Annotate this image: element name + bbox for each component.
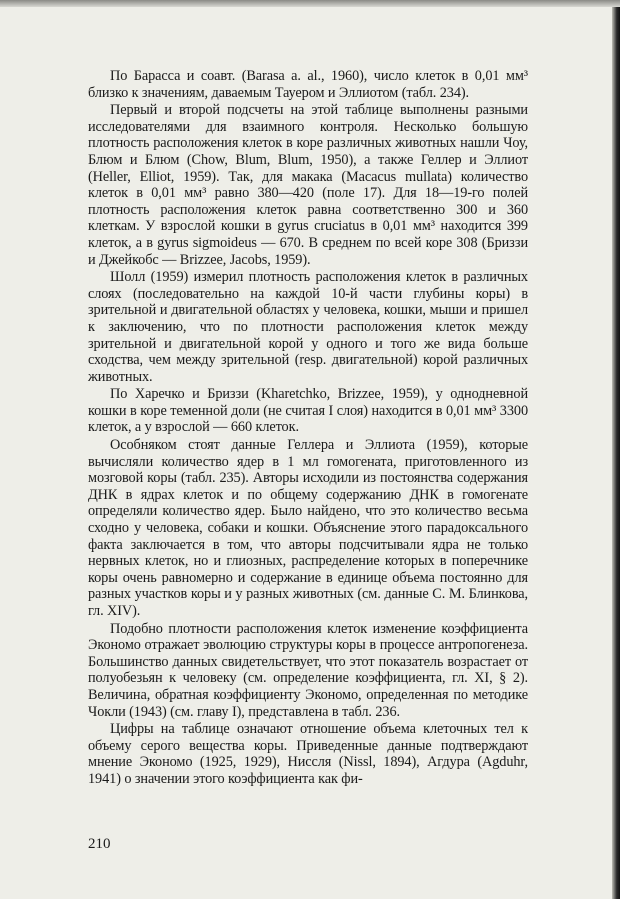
paragraph: По Барасса и соавт. (Barasa a. al., 1960), число клеток в 0,01 мм³ близко к значениям, даваемым Тауером и Эллиотом (табл. 234). xyxy=(88,68,528,101)
page-number: 210 xyxy=(88,836,111,852)
paragraph: Особняком стоят данные Геллера и Эллиота (1959), которые вычисляли количество ядер в 1 мл гомогената, приготовленного из мозговой коры (табл. 235). Авторы исходили из постоянства содержания ДНК в ядрах клеток и по общему содержанию ДНК в гомогенате определяли количество ядер. Было найдено, что это количество весьма сходно у человека, собаки и кошки. Объяснение этого парадоксального факта заключается в том, что авторы подсчитывали ядра не только нервных клеток, но и глиозных, распределение которых в поперечнике коры очень равномерно и содержание в единице объема постоянно для разных участков коры и у разных животных (см. данные С. М. Блинкова, гл. XIV). xyxy=(88,437,528,619)
paragraph: Цифры на таблице означают отношение объема клеточных тел к объему серого вещества коры. Приведенные данные подтверждают мнение Экономо (1925, 1929), Ниссля (Nissl, 1894), Агдура (Agduhr, 1941) о значении этого коэффициента как фи- xyxy=(88,721,528,787)
book-spine-shadow xyxy=(612,0,620,899)
page-top-edge xyxy=(0,0,620,7)
paragraph: Первый и второй подсчеты на этой таблице выполнены разными исследователями для взаимного контроля. Несколько большую плотность расположения клеток в коре различных животных нашли Чоу, Блюм и Блюм (Chow, Blum, Blum, 1950), а также Геллер и Эллиот (Heller, Elliot, 1959). Так, для макака (Macacus mullata) количество клеток в 0,01 мм³ равно 380—420 (поле 17). Для 18—19-го полей плотность расположения клеток равна соответственно 300 и 360 клеткам. У взрослой кошки в gyrus cruciatus в 0,01 мм³ находится 399 клеток, а в gyrus sigmoideus — 670. В среднем по всей коре 308 (Бриззи и Джейкобс — Brizzee, Jacobs, 1959). xyxy=(88,102,528,268)
paragraph: Шолл (1959) измерил плотность расположения клеток в различных слоях (последовательно на каждой 10-й части глубины коры) в зрительной и двигательной областях у человека, кошки, мыши и пришел к заключению, что по плотности расположения клеток между зрительной и двигательной корой у одного и того же вида больше сходства, чем между зрительной (resp. двигательной) корой различных животных. xyxy=(88,269,528,385)
paragraph: По Харечко и Бриззи (Kharetchko, Brizzee, 1959), у однодневной кошки в коре теменной доли (не считая I слоя) находится в 0,01 мм³ 3300 клеток, а у взрослой — 660 клеток. xyxy=(88,386,528,436)
paragraph: Подобно плотности расположения клеток изменение коэффициента Экономо отражает эволюцию структуры коры в процессе антропогенеза. Большинство данных свидетельствует, что этот показатель возрастает от полуобезьян к человеку (см. определение коэффициента, гл. XI, § 2). Величина, обратная коэффициенту Экономо, определенная по методике Чокли (1943) (см. главу I), представлена в табл. 236. xyxy=(88,620,528,720)
body-text xyxy=(88,68,528,789)
